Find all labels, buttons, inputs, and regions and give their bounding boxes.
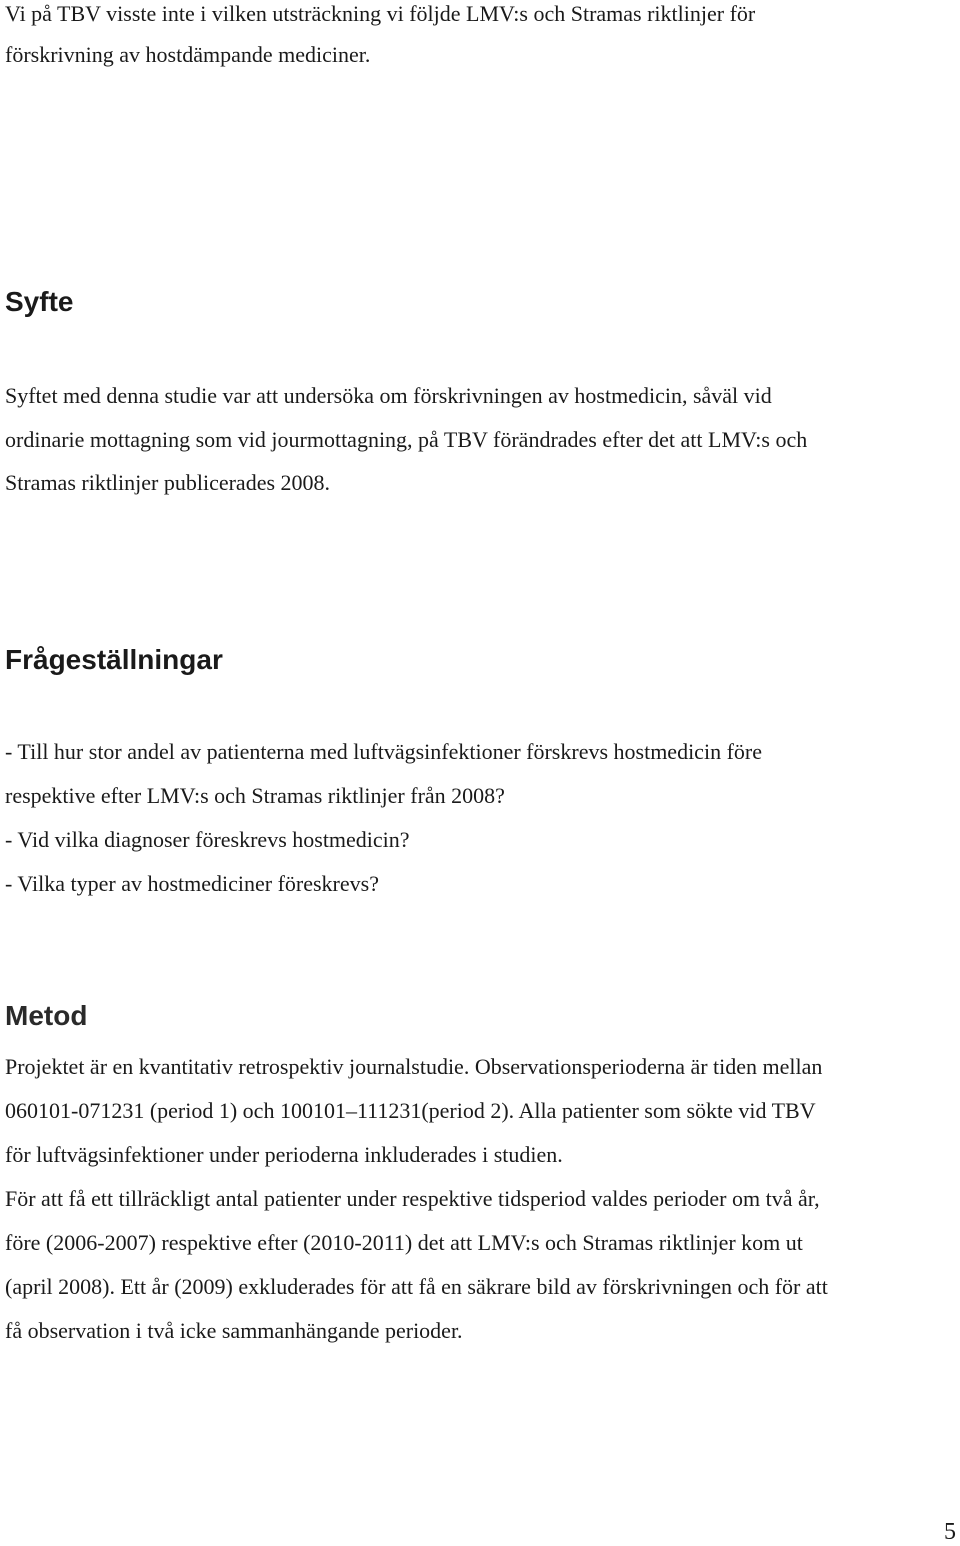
- page-number: 5: [944, 1519, 956, 1545]
- syfte-line: Syftet med denna studie var att undersöka om förskrivningen av hostmedicin, såväl vid: [5, 383, 772, 408]
- section-heading-fragestallningar: Frågeställningar: [5, 644, 223, 675]
- syfte-line: Stramas riktlinjer publicerades 2008.: [5, 470, 331, 495]
- metod-line: Projektet är en kvantitativ retrospektiv journalstudie. Observationsperioderna är tiden mellan: [5, 1054, 823, 1079]
- syfte-line: ordinarie mottagning som vid jourmottagning, på TBV förändrades efter det att LMV:s och: [5, 427, 808, 452]
- fragestallningar-line: - Vid vilka diagnoser föreskrevs hostmedicin?: [5, 827, 410, 852]
- metod-line: få observation i två icke sammanhängande perioder.: [5, 1318, 463, 1343]
- metod-line: (april 2008). Ett år (2009) exkluderades för att få en säkrare bild av förskrivningen och för att: [5, 1274, 828, 1299]
- fragestallningar-line: - Vilka typer av hostmediciner föreskrevs?: [5, 871, 379, 896]
- metod-line: 060101-071231 (period 1) och 100101–111231(period 2). Alla patienter som sökte vid TBV: [5, 1098, 816, 1123]
- section-heading-metod: Metod: [5, 1000, 88, 1031]
- fragestallningar-line: respektive efter LMV:s och Stramas riktlinjer från 2008?: [5, 783, 505, 808]
- fragestallningar-line: - Till hur stor andel av patienterna med luftvägsinfektioner förskrevs hostmedicin före: [5, 739, 762, 764]
- section-heading-syfte: Syfte: [5, 286, 74, 317]
- intro-line: förskrivning av hostdämpande mediciner.: [5, 42, 371, 67]
- intro-line: Vi på TBV visste inte i vilken utsträckning vi följde LMV:s och Stramas riktlinjer för: [5, 1, 756, 26]
- metod-line: För att få ett tillräckligt antal patienter under respektive tidsperiod valdes perioder om två år,: [5, 1186, 820, 1211]
- metod-line: före (2006-2007) respektive efter (2010-2011) det att LMV:s och Stramas riktlinjer kom ut: [5, 1230, 803, 1255]
- metod-line: för luftvägsinfektioner under perioderna inkluderades i studien.: [5, 1142, 563, 1167]
